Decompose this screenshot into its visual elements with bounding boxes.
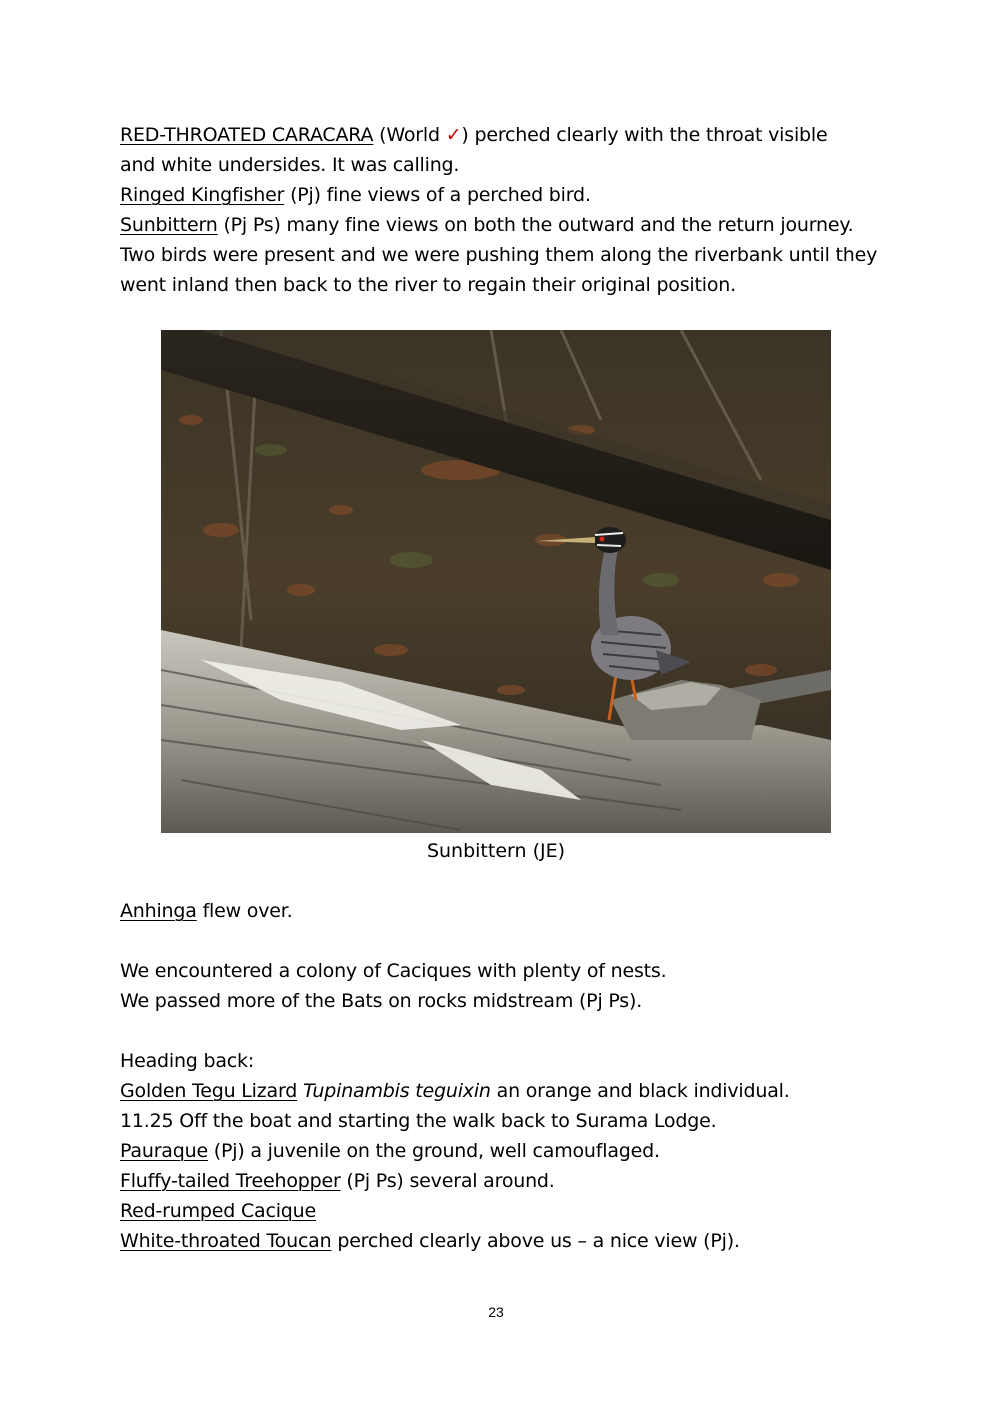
blank-line [120,1016,880,1046]
sunbittern-cont-line-1: Two birds were present and we were pushing them along the riverbank until they [120,244,878,266]
bats-line: We passed more of the Bats on rocks midstream (Pj Ps). [120,990,643,1012]
lower-paragraphs [120,896,880,1256]
caciques-line: We encountered a colony of Caciques with plenty of nests. [120,960,667,982]
sunbittern-text: (Pj Ps) many fine views on both the outward and the return journey. [223,214,854,236]
caracara-species: RED-THROATED CARACARA [120,124,374,146]
anhinga-line [120,896,880,926]
heading-back: Heading back: [120,1050,255,1072]
pauraque-line [120,1136,880,1166]
tegu-species: Golden Tegu Lizard [120,1080,298,1102]
caracara-cont-line: and white undersides. It was calling. [120,154,460,176]
blank-line [120,926,880,956]
toucan-line [120,1226,880,1256]
caracara-text: ) perched clearly with the throat visible [461,124,828,146]
anhinga-text: flew over. [202,900,293,922]
caracara-line [120,120,880,150]
treehopper-text: (Pj Ps) several around. [346,1170,555,1192]
cacique-species: Red-rumped Cacique [120,1200,316,1222]
sunbittern-line [120,210,880,240]
tegu-line [120,1076,880,1106]
tegu-latin-name: Tupinambis teguixin [302,1080,491,1102]
toucan-text: perched clearly above us – a nice view (Pj). [337,1230,740,1252]
pauraque-species: Pauraque [120,1140,208,1162]
sunbittern-photo [161,330,831,833]
kingfisher-text: (Pj) fine views of a perched bird. [290,184,591,206]
check-icon: ✓ [445,124,462,146]
treehopper-line [120,1166,880,1196]
cacique-line [120,1196,880,1226]
intro-paragraph [120,120,880,300]
toucan-species: White-throated Toucan [120,1230,332,1252]
boat-line: 11.25 Off the boat and starting the walk back to Surama Lodge. [120,1110,717,1132]
photo-caption: Sunbittern (JE) [426,840,566,862]
caracara-world-label: (World [379,124,440,146]
page-number: 23 [488,1304,504,1320]
anhinga-species: Anhinga [120,900,197,922]
pauraque-text: (Pj) a juvenile on the ground, well camouflaged. [213,1140,660,1162]
sunbittern-species: Sunbittern [120,214,218,236]
tegu-text: an orange and black individual. [496,1080,790,1102]
sunbittern-cont-line-2: went inland then back to the river to regain their original position. [120,274,736,296]
kingfisher-species: Ringed Kingfisher [120,184,285,206]
kingfisher-line [120,180,880,210]
treehopper-species: Fluffy-tailed Treehopper [120,1170,341,1192]
